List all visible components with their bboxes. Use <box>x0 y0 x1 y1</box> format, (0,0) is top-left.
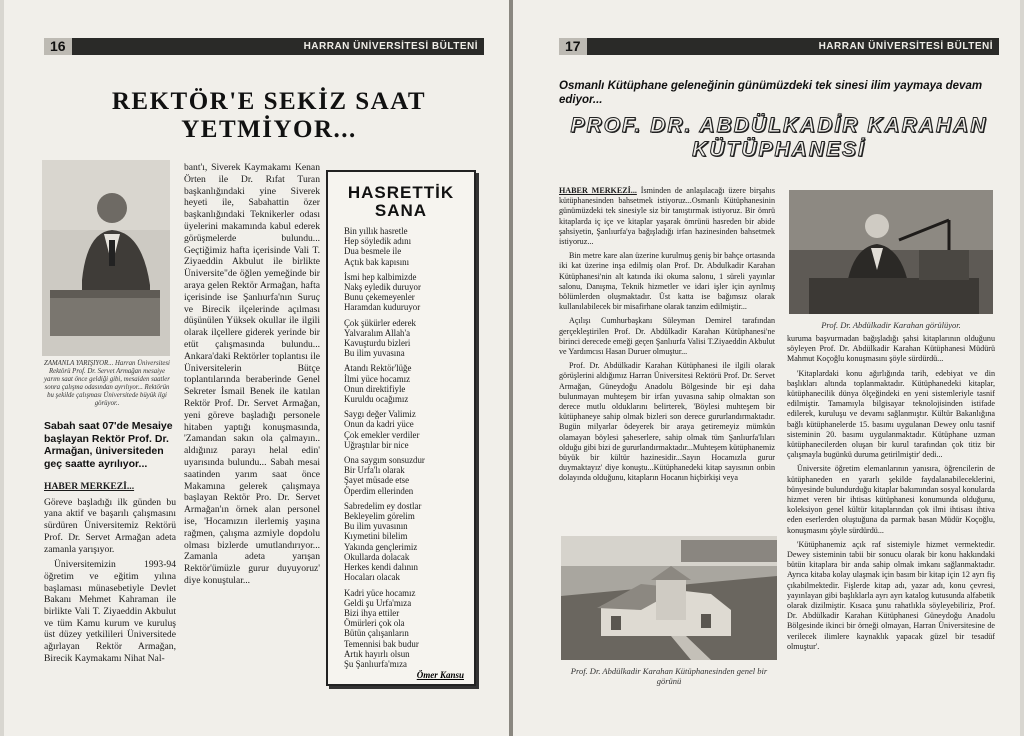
karahan-speaking-photo <box>789 190 993 314</box>
poem-line: Okullarda dolacak <box>344 551 410 562</box>
right-col2-text <box>787 334 995 690</box>
rector-photo-caption: ZAMANLA YARIŞIYOR... Harran Üniversitesi Rektörü Prof. Dr. Servet Armağan mesaiye yarım saat önce geldiği gibi, mesaiden saatler sonra çalışma odasından ayrılıyor... Rektörün bu şekilde çalışması Üniversitede büyük ilgi görüyor.. <box>44 360 170 407</box>
poem-line: Uğraştılar bir nice <box>344 439 409 450</box>
poem-author: Ömer Kansu <box>416 670 464 680</box>
poem-line: İlmi yüce hocamız <box>344 373 411 384</box>
poem-stanza <box>344 455 474 496</box>
poem-line: Bizi ihya ettiler <box>344 607 400 618</box>
poem-line: Bu ilim yuvasına <box>344 348 405 359</box>
poem-line: Öperdim ellerinden <box>344 485 414 496</box>
poem-line: Kıymetini bilelim <box>344 531 408 542</box>
right-col1-p1: İsminden de anlaşılacağı üzere birşahıs kütüphanesinden bahsetmek istiyoruz...Osmanlı Kütüphanesinin günümüzdeki tek sinesiyle siz bir tanıştırmak istiyoruz. Bir ömrü kitaplarda iç içe ve kitaplar yaşarak ömrünü hasreden bir abide şahsiyetin, Şanlıurfa'ya bağışladığı irfan hazinesinden bahsetmek istiyoruz... <box>559 186 775 247</box>
poem-line: Çok emekler verdiler <box>344 429 420 440</box>
right-col1-text <box>559 186 775 530</box>
page-header <box>44 38 484 55</box>
poem-line: Haramdan kuduruyor <box>344 302 421 313</box>
poem-line: Bunu çekemeyenler <box>344 292 415 303</box>
right-col2-p1: kuruma başvurmadan bağışladığı şahsi kitaplarının olduğunu söyleyen Prof. Dr. Abdülkadir Karahan Kütüphanesi Müdürü Mahmut Koçoğlu konuşmasını şöyle sürdürdü... <box>787 334 995 364</box>
right-col2-p3: Üniversite öğretim elemanlarının yanısıra, öğrencilerin de kütüphaneden en yararlı şekilde faydalanabileceklerini, bünyesinde bulundurduğu kitaplar bakımından sosyal konularda hizmet veren bir ihtisas kütüphanesi konumunda olduğunu, koleksiyon genel kültür kitaplarından çok ilmi ihtisası ihtiva eden eserlerden oluştuğuna da parmak basan Müdür Koçoğlu, konuşmasını şöyle sürdürdü... <box>787 464 995 535</box>
poem-line: Kuruldu ocağımız <box>344 394 409 405</box>
poem-line: Bekleyelim görelim <box>344 511 415 522</box>
subhead: Sabah saat 07'de Mesaiye başlayan Rektör Prof. Dr. Armağan, üniversiteden geç saatte ayrılıyor... <box>44 420 173 470</box>
poem-line: Artık hayırlı olsun <box>344 648 410 659</box>
photo1-caption: Prof. Dr. Abdülkadir Karahan görülüyor. <box>821 320 961 330</box>
poem-line: Kavuşturdu bizleri <box>344 338 411 349</box>
poem-line: Ona saygım sonsuzdur <box>344 455 425 466</box>
header-title: HARRAN ÜNİVERSİTESİ BÜLTENİ <box>303 41 478 52</box>
poem-line: Saygı değer Valimiz <box>344 409 416 420</box>
headline-line1: REKTÖR'E SEKİZ SAAT <box>111 88 427 115</box>
left-col1-text <box>44 481 176 691</box>
poem-stanza <box>344 226 474 267</box>
poem-line: Hep söyledik adını <box>344 236 412 247</box>
poem-stanza <box>344 409 474 450</box>
poem-line: Hocaları olacak <box>344 572 400 583</box>
poem-line: Şu Şanlıurfa'mıza <box>344 658 407 669</box>
poem-line: Kadri yüce hocamız <box>344 587 416 598</box>
poem-stanza <box>344 363 474 404</box>
photo2-caption: Prof. Dr. Abdülkadir Karahan Kütüphanesinden genel bir görünü <box>570 666 768 686</box>
poem-line: Bu ilim yuvasının <box>344 521 408 532</box>
poem-line: Nakş eyledik duruyor <box>344 282 421 293</box>
poem-body <box>344 226 474 669</box>
poem-line: Onun direktifiyle <box>344 383 406 394</box>
haber-merkezi-label: HABER MERKEZİ... <box>559 186 637 195</box>
poem-line: Sabredelim ey dostlar <box>344 500 422 511</box>
poem-stanza <box>344 318 474 359</box>
right-page <box>513 0 1020 736</box>
left-page <box>4 0 509 736</box>
poem-stanza <box>344 501 474 583</box>
poem-line: Açtık bak kapısını <box>344 256 410 267</box>
page-number: 17 <box>559 38 587 55</box>
poem-line: Onun da kadri yüce <box>344 419 414 430</box>
poem-line: Dua besmele ile <box>344 246 402 257</box>
poem-line: Yakında gençlerimiz <box>344 541 418 552</box>
rector-photo <box>42 160 170 356</box>
right-col1-p2: Bin metre kare alan üzerine kurulmuş geniş bir bahçe ortasında iki kat üzerine inşa edilmiş olan Prof. Dr. Abdulkadir Karahan Kütüphanesi'nin alt katında iki okuma salonu, 1 süreli yayınlar salonu, Danışma, Teknik hizmetler ve idari işler için ayrılmış bölümlerden oluşmaktadır. Üst katta ise bağımsız olarak kullanılabilecek bir misafirhane olarak tanzim edilmiştir... <box>559 251 775 312</box>
right-col2-p4: 'Kütüphanemiz açık raf sistemiyle hizmet vermektedir. Dewey sisteminin tabii bir sonucu olarak bir konu hakkındaki bütün kitaplara bir anda sahip olmak imkanı sağlanmaktadır. Ayrıca kitaba kolay ulaşmak için basım bir kitap için 12 ayrı fiş çıkabilmektedir. Fişlerde kitap adı, yazar adı, konu çevresi, yayınlayan gibi başlıklarla ayrı ayrı katalog kutusunda alfabetik olarak dizilmiştir. Kısaca şunu rahatlıkla söyleyebiliriz, Prof. Dr. Abdülkadir Karahan Kütüphanesi Güneydoğu Anadolu Bölgesinde ikinci bir örneği olmayan, Harran Üniversitesine de verilecek ilimlere kaynaklık yapacak güzel bir tesadüf olmuştur'. <box>787 539 995 651</box>
library-building-image <box>561 536 777 660</box>
page-header <box>559 38 999 55</box>
poem-title-line2: SANA <box>374 201 428 220</box>
poem-line: İsmi hep kalbimizde <box>344 271 417 282</box>
poem-line: Yalvaralım Allah'a <box>344 327 411 338</box>
poem-title <box>328 184 474 220</box>
page-number: 16 <box>44 38 72 55</box>
left-col2-text: bant'ı, Siverek Kaymakamı Kenan Örten ile Dr. Rıfat Turan başkanlığındaki yine Siverek heyeti ile, Sabahattin özer başkanlığındaki Teknikerler odası üyelerini makamında kabul ederek görüşmelerde bulundu... Geçtiğimiz hafta içerisinde Vali T. Ziyaeddin Akbulut ile birlikte Üniversite"de öğlen yemeğinde bir araya gelen Rektör Armağan, hafta içerisinde ise Şanlıurfa'nın Suruç ve Birecik ilçelerinde açılması düşünülen Yüksek okullar ile ilgili olarak ilçellere giderek yerinde bir etüt çalışmasında bulundu... Ankara'daki Rektörler toplantısı ile Üniversitelerin Bütçe toplantılarında beraberinde Genel Sekreter İsmail Benek ile katılan Rektör Prof. Dr. Servet Armağan, yeni göreve başladığı personele hitaben yaptığı konuşmasında, 'Zamandan sakın ola çalmayın.. aldığınız parayı helal edin' uyarısında bulundu... Sabah mesai saatinden yarım saat önce Makamına gelerek çalışmaya başlayan Rektör Pro. Dr. Servet Armağan'ın örnek alan personel ise, 'Hocamızın ilerlemiş yaşına rağmen, çalışma azmiyle dopdolu olması bizlerde umutlandırıyor... Zamanla adeta yarışan Rektör'ümüzle gurur duyuyoruz' diye konuştular... <box>184 162 320 586</box>
poem-line: Bütün çalışanların <box>344 628 409 639</box>
poem-stanza <box>344 588 474 670</box>
poem-box <box>326 170 476 686</box>
poem-line: Atandı Rektör'lüğe <box>344 363 412 374</box>
poem-stanza <box>344 272 474 313</box>
headline-line1: PROF. DR. ABDÜLKADİR KARAHAN <box>570 114 988 137</box>
haber-merkezi-label: HABER MERKEZİ... <box>44 481 135 492</box>
right-col1-p4: Prof. Dr. Abdülkadir Karahan Kütüphanesi ile ilgili olarak görüşlerini aldığımız Harran Üniversitesi Rektörü Prof. Dr. Servet Armağan, Güneydoğu Anadolu Bölgesinde bir eşi daha bulunmayan muhteşem bir irfan yuvasına sahip olmaktan son derece mutlu olduklarını belirterek, 'Böylesi muhteşem bir kütüphaneye sahip olmak bizleri son derece gururlandırmaktadır. Bugün milyarlar ödeyerek bir araya getiremeyiz mümkün olamayan böylesi şaheserlere, sahip olmak tüm Şanlıurfa'lıları olduğu gibi bizi de gururlandırmaktadır...Muhteşem kütüphanemiz büyük bir kültür hazinesidir...Sayın Hocamızla gurur duymaktayız' diye konuştu...Kütüphanedeki kitap sayısının onbin dolayında olduğunu, kitapların Hocanın hiçbirkişi veya <box>559 361 775 483</box>
headline-line2: YETMİYOR... <box>181 116 357 143</box>
headline <box>559 114 999 162</box>
poem-line: Ömürleri çok ola <box>344 618 405 629</box>
poem-line: Bin yıllık hasretle <box>344 226 408 236</box>
right-col1-p3: Açılışı Cumhurbaşkanı Süleyman Demirel tarafından gerçekleştirilen Prof. Dr. Abdülkadir Karahan Kütüphanesi'ne birinci derecede emeği geçen Şanlıurfa Valisi T.Ziyaeddin Akbulut ve Yardımcısı Hasan Duruer olmuştur... <box>559 316 775 357</box>
poem-line: Çok şükürler ederek <box>344 317 416 328</box>
library-building-photo <box>561 536 777 660</box>
right-col2-p2: 'Kitaplardaki konu ağırlığında tarih, edebiyat ve din başlıkları altında toplanmaktadır. Kütüphanedeki kitaplar, kütüphanecilik dünya ölçeğindeki en yeni sistemleriyle tasnif edilmiştir. Tamamıyla bilgisayar teknolojisinden istifade edilerek, kuruluşu ve devamı sağlanmıştır. Kültür Bakanlığına bağlı kütüphanelerde 15. basımı uygulanan Dewey onlu tasnif sisteminin 20. basımı uygulanmaktadır. Kütüphane uzman kütüphanecilerden oluşan bir kurul tarafından çok titiz bir çalışmayla bugünkü duruma getirilmiştir' dedi... <box>787 368 995 460</box>
poem-line: Geldi şu Urfa'mıza <box>344 597 412 608</box>
poem-line: Herkes kendi dalının <box>344 562 418 573</box>
headline <box>64 88 474 144</box>
kicker: Osmanlı Kütüphane geleneğinin günümüzdeki tek sinesi ilim yaymaya devam ediyor... <box>559 80 983 106</box>
headline-line2: KÜTÜPHANESİ <box>692 138 866 161</box>
left-col1-p2: Üniversitemizin 1993-94 öğretim ve eğitim yılına başlaması münasebetiyle Devlet Bakanı Mehmet Kahraman ile birlikte Vali T. Ziyaeddin Akbulut ve tüm Kamu kurum ve kuruluş üst düzey yetkilileri Üniversitede ağırlayan Rektör Armağan, Birecik Kaymakamı Nihat Nal- <box>44 559 176 664</box>
poem-line: Şayet müsade etse <box>344 475 410 486</box>
left-col1-p1: Göreve başladığı ilk günden bu yana aktif ve başarılı çalışmasını sürdüren Üniversitemiz Rektörü Prof. Dr. Servet Armağan adeta zamanla yarışıyor. <box>44 496 176 555</box>
header-title: HARRAN ÜNİVERSİTESİ BÜLTENİ <box>818 41 993 52</box>
poem-line: Bir Urfa'lı olarak <box>344 465 405 476</box>
poem-line: Temennisi bak budur <box>344 638 419 649</box>
rector-photo-image <box>42 160 170 356</box>
karahan-speaking-image <box>789 190 993 314</box>
poem-title-line1: HASRETTİK <box>347 183 455 202</box>
